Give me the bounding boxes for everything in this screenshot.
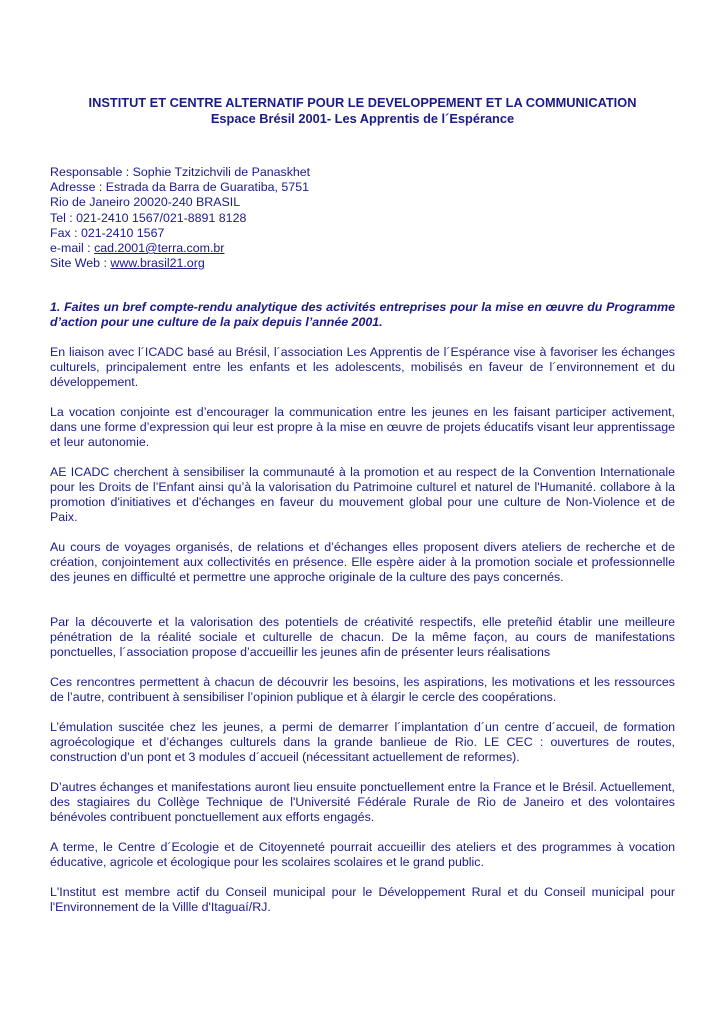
phone-line: Tel : 021-2410 1567/021-8891 8128 <box>50 210 247 225</box>
document-subtitle: Espace Brésil 2001- Les Apprentis de l´Espérance <box>210 111 515 126</box>
website-label: Site Web : <box>50 256 111 271</box>
email-label: e-mail : <box>50 240 95 255</box>
paragraph: L'Institut est membre actif du Conseil municipal pour le Développement Rural et du Conseil municipal pour l'Environnement de la Villle d'Itaguaí/RJ. <box>50 885 675 914</box>
city-line: Rio de Janeiro 20020-240 BRASIL <box>50 195 241 210</box>
paragraph: Au cours de voyages organisés, de relations et d’échanges elles proposent divers ateliers de recherche et de création, conjointement aux collectivités en présence. Elle espère aider à la promotion sociale et professionnelle des jeunes en difficulté et permettre une approche originale de la culture des pays concernés. <box>50 540 675 584</box>
email-line <box>50 241 675 256</box>
paragraph: En liaison avec l´ICADC basé au Brésil, l´association Les Apprentis de l´Espérance vise à favoriser les échanges culturels, principalement entre les enfants et les adolescents, mobilisés en faveur de l´environnement et du développement. <box>50 345 675 389</box>
fax-line: Fax : 021-2410 1567 <box>50 225 165 240</box>
contact-block <box>50 165 675 271</box>
section-question: 1. Faites un bref compte-rendu analytique des activités entreprises pour la mise en œuvre du Programme d’action pour une culture de la paix depuis l’année 2001. <box>50 300 675 329</box>
paragraph: L’émulation suscitée chez les jeunes, a permi de demarrer l´implantation d´un centre d´accueil, de formation agroécologique et d’échanges culturels dans la grande banlieue de Rio. LE CEC : ouvertures de routes, construction d’un pont et 3 modules d´accueil (nécessitant actuellement de reformes). <box>50 720 675 764</box>
paragraph: D’autres échanges et manifestations auront lieu ensuite ponctuellement entre la France et le Brésil. Actuellement, des stagiaires du Collège Technique de l'Université Fédérale Rurale de Rio de Janeiro et des volontaires bénévoles contribuent ponctuellement aux efforts engagés. <box>50 780 675 824</box>
email-link[interactable]: cad.2001@terra.com.br <box>94 240 225 255</box>
paragraph: Ces rencontres permettent à chacun de découvrir les besoins, les aspirations, les motivations et les ressources de l’autre, contribuent à sensibiliser l’opinion publique et à élargir le cercle des coopérations. <box>50 675 675 704</box>
address-line: Adresse : Estrada da Barra de Guaratiba, 5751 <box>50 180 309 195</box>
paragraph: A terme, le Centre d´Ecologie et de Citoyenneté pourrait accueillir des ateliers et des programmes à vocation éducative, agricole et écologique pour les scolaires scolaires et le grand public. <box>50 840 675 869</box>
paragraph: Par la découverte et la valorisation des potentiels de créativité respectifs, elle preteñid établir une meilleure pénétration de la réalité sociale et culturelle de chacun. De la même façon, au cours de manifestations ponctuelles, l´association propose d’accueillir les jeunes afin de présenter leurs réalisations <box>50 615 675 659</box>
paragraph: La vocation conjointe est d’encourager la communication entre les jeunes en les faisant participer activement, dans une forme d’expression qui leur est propre à la mise en œuvre de projets éducatifs visant leur apprentissage et leur autonomie. <box>50 405 675 449</box>
website-line <box>50 256 675 271</box>
paragraph: AE ICADC cherchent à sensibiliser la communauté à la promotion et au respect de la Convention Internationale pour les Droits de l’Enfant ainsi qu’à la valorisation du Patrimoine culturel et naturel de l'Humanité. collabore à la promotion d'initiatives et d'échanges en faveur du mouvement global pour une culture de Non-Violence et de Paix. <box>50 465 675 524</box>
website-link[interactable]: www.brasil21.org <box>110 256 205 271</box>
document-title: INSTITUT ET CENTRE ALTERNATIF POUR LE DEVELOPPEMENT ET LA COMMUNICATION <box>88 95 637 110</box>
responsable-line: Responsable : Sophie Tzitzichvili de Panaskhet <box>50 165 311 179</box>
